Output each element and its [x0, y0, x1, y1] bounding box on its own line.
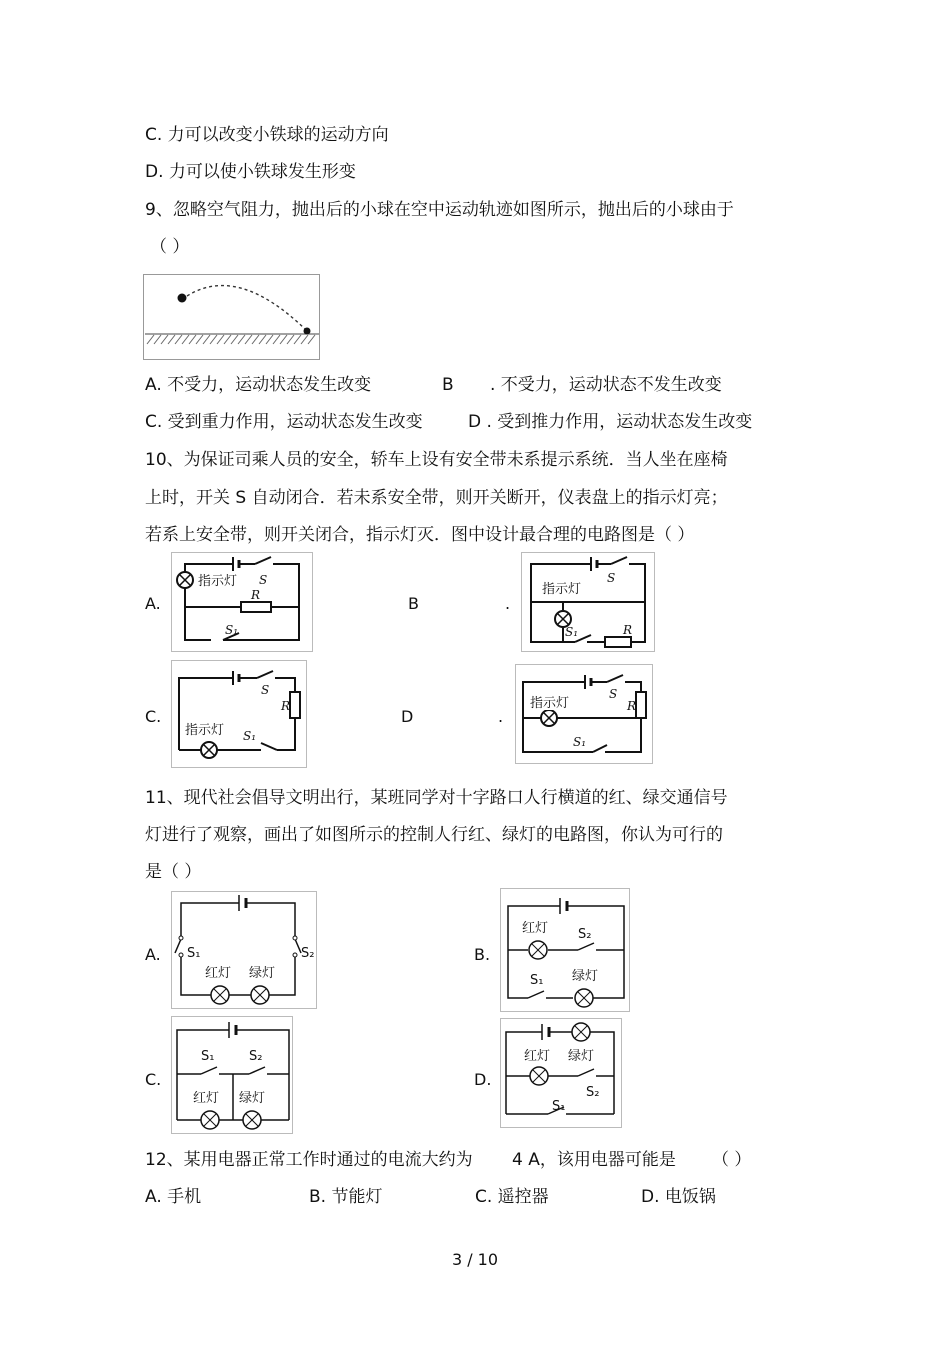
- q10-label-a: A.: [145, 594, 161, 613]
- q11-circuit-b: [500, 888, 630, 1012]
- q11b-green-label: 绿灯: [572, 969, 599, 984]
- svg-text:S₂: S₂: [578, 927, 592, 942]
- ball-start: [178, 294, 187, 303]
- q10-label-d: D: [401, 707, 414, 726]
- q10a-indicator-label: 指示灯: [198, 574, 238, 589]
- svg-text:S₁: S₁: [243, 729, 257, 743]
- q9-option-b: . 不受力，运动状态不发生改变: [490, 375, 722, 395]
- q9-option-d: D . 受到推力作用，运动状态发生改变: [468, 412, 753, 432]
- q12-option-d: D. 电饭锅: [641, 1187, 716, 1207]
- q10d-indicator-label: 指示灯: [530, 696, 570, 711]
- q9-answer-paren: （ ）: [150, 237, 190, 257]
- q12-option-b: B. 节能灯: [309, 1187, 383, 1207]
- q8-option-d: D. 力可以使小铁球发生形变: [145, 162, 356, 182]
- q11-circuit-c: [171, 1016, 293, 1134]
- svg-text:S₁: S₁: [225, 623, 239, 637]
- q11-label-a: A.: [145, 945, 161, 964]
- q10-stem-line3: 若系上安全带，则开关闭合，指示灯灭．图中设计最合理的电路图是（ ）: [145, 525, 695, 545]
- q10c-indicator-label: 指示灯: [185, 723, 225, 738]
- q11-circuit-d: [500, 1018, 622, 1128]
- q12-answer-paren: （ ）: [712, 1150, 752, 1170]
- q9-option-a: A. 不受力，运动状态发生改变: [145, 375, 372, 395]
- q9-trajectory-figure: [143, 274, 320, 360]
- q12-value: 4 A，该用电器可能是: [512, 1150, 676, 1170]
- svg-text:S₁: S₁: [552, 1099, 566, 1114]
- q10-circuit-a: [171, 552, 313, 652]
- q11c-red-label: 红灯: [193, 1091, 220, 1106]
- q11-stem-line3: 是（ ）: [145, 862, 202, 882]
- q9-option-c: C. 受到重力作用，运动状态发生改变: [145, 412, 423, 432]
- q11d-red-label: 红灯: [524, 1049, 551, 1064]
- q11-stem-line1: 11、现代社会倡导文明出行，某班同学对十字路口人行横道的红、绿交通信号: [145, 788, 728, 808]
- q11-label-b: B.: [474, 945, 491, 964]
- q10-circuit-d: [515, 664, 653, 764]
- svg-text:S₂: S₂: [586, 1085, 600, 1100]
- svg-text:S: S: [261, 683, 270, 697]
- svg-text:S₁: S₁: [187, 946, 201, 961]
- q11d-green-label: 绿灯: [568, 1049, 595, 1064]
- q8-option-c: C. 力可以改变小铁球的运动方向: [145, 125, 389, 145]
- q10-circuit-b: [521, 552, 655, 652]
- svg-text:S₂: S₂: [249, 1049, 263, 1064]
- svg-text:S₁: S₁: [573, 735, 587, 749]
- q12-option-c: C. 遥控器: [475, 1187, 549, 1207]
- svg-text:S: S: [607, 571, 616, 585]
- q11a-green-label: 绿灯: [249, 966, 276, 981]
- q11-stem-line2: 灯进行了观察，画出了如图所示的控制人行红、绿灯的电路图，你认为可行的: [145, 825, 723, 845]
- svg-text:S₁: S₁: [530, 973, 544, 988]
- svg-text:R: R: [281, 699, 291, 713]
- q11-circuit-a: [171, 891, 317, 1009]
- svg-text:S₁: S₁: [565, 625, 579, 639]
- q10-stem-line1: 10、为保证司乘人员的安全，轿车上设有安全带未系提示系统．当人坐在座椅: [145, 450, 728, 470]
- q10-label-c: C.: [145, 707, 162, 726]
- q11b-red-label: 红灯: [522, 921, 549, 936]
- q10-label-b: B: [408, 594, 419, 613]
- svg-text:R: R: [623, 623, 633, 637]
- ball-end: [304, 328, 311, 335]
- q12-option-a: A. 手机: [145, 1187, 202, 1207]
- q10-label-d-dot: .: [498, 707, 504, 726]
- svg-text:S: S: [259, 573, 268, 587]
- q9-stem: 9、忽略空气阻力，抛出后的小球在空中运动轨迹如图所示，抛出后的小球由于: [145, 200, 734, 220]
- svg-text:S₂: S₂: [301, 946, 315, 961]
- q10b-indicator-label: 指示灯: [542, 582, 582, 597]
- q10-circuit-c: [171, 660, 307, 768]
- q12-stem: 12、某用电器正常工作时通过的电流大约为: [145, 1150, 473, 1170]
- q11-label-c: C.: [145, 1070, 162, 1089]
- q11-label-d: D.: [474, 1070, 492, 1089]
- q11a-red-label: 红灯: [205, 966, 232, 981]
- page-number: 3 / 10: [451, 1250, 499, 1269]
- svg-text:R: R: [627, 699, 637, 713]
- q11c-green-label: 绿灯: [239, 1091, 266, 1106]
- svg-text:S: S: [609, 687, 618, 701]
- svg-text:S₁: S₁: [201, 1049, 215, 1064]
- q10-stem-line2: 上时，开关 S 自动闭合．若未系安全带，则开关断开，仪表盘上的指示灯亮；: [145, 488, 728, 508]
- q10-label-b-dot: .: [505, 594, 511, 613]
- svg-text:R: R: [251, 588, 261, 602]
- q9-option-b-letter: B: [442, 375, 454, 395]
